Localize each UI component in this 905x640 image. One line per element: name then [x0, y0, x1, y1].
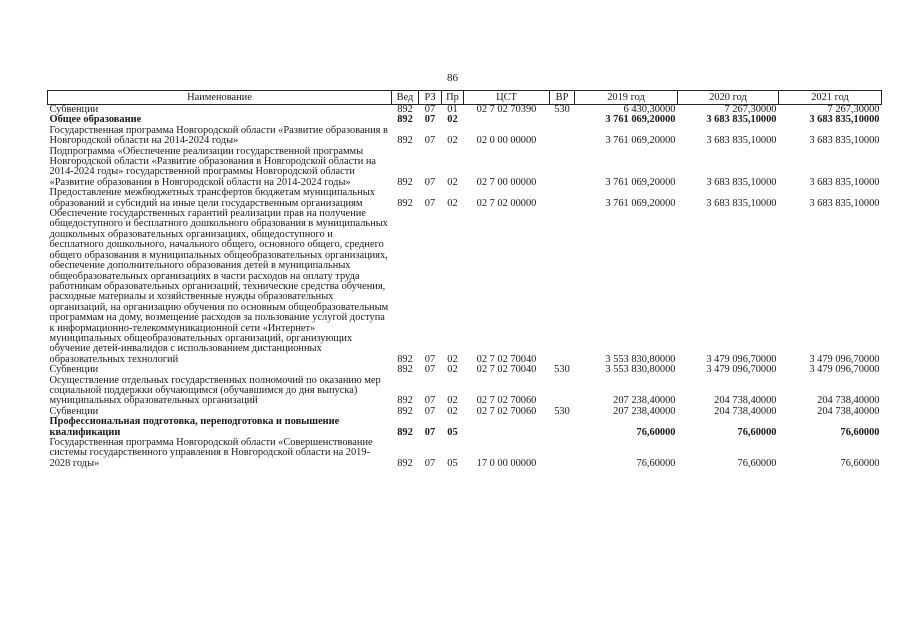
row-name: Осуществление отдельных государственных полномочий по оказанию мер социальной поддержки обучающимся (обучавшимся до дня выпуска) муниципальных образовательных организаций — [49, 374, 381, 407]
column-header-2020: 2020 год — [678, 91, 779, 105]
row-value-2020: 3 683 835,10000 — [706, 176, 777, 188]
budget-table — [47, 90, 882, 469]
row-rz: 07 — [424, 457, 436, 469]
row-pr: 02 — [447, 364, 458, 376]
row-pr: 01 — [447, 104, 458, 115]
row-vr — [550, 188, 575, 209]
table-row — [48, 188, 882, 209]
row-pr: 02 — [447, 176, 458, 188]
column-header-cst: ЦСТ — [464, 91, 550, 105]
row-vr — [550, 126, 575, 147]
row-cst: 02 7 00 00000 — [476, 176, 537, 188]
row-rz: 07 — [424, 364, 436, 376]
row-value-2020: 204 738,40000 — [714, 405, 777, 417]
row-value-2019: 76,60000 — [636, 457, 676, 469]
row-value-2021: 76,60000 — [840, 426, 880, 438]
row-vr — [550, 147, 575, 189]
row-ved: 892 — [397, 364, 413, 376]
row-vr: 530 — [554, 104, 570, 115]
row-vr — [550, 115, 575, 125]
row-value-2019: 3 761 069,20000 — [605, 197, 676, 209]
row-name: Государственная программа Новгородской области «Совершенствование системы государственного управления в Новгородской области на 2019-2028 годы» — [49, 437, 373, 469]
row-pr: 02 — [447, 197, 458, 209]
row-ved: 892 — [397, 457, 413, 469]
row-value-2021: 3 683 835,10000 — [809, 176, 880, 188]
row-value-2019: 3 761 069,20000 — [605, 176, 676, 188]
row-value-2019: 3 553 830,80000 — [605, 364, 676, 376]
row-vr — [550, 209, 575, 365]
row-value-2021: 3 683 835,10000 — [809, 135, 880, 147]
row-rz: 07 — [424, 114, 436, 126]
table-row — [48, 438, 882, 469]
row-value-2021: 7 267,30000 — [827, 104, 880, 115]
row-value-2021: 76,60000 — [840, 457, 880, 469]
row-ved: 892 — [397, 353, 413, 365]
row-pr: 02 — [447, 135, 458, 147]
table-header-row — [48, 91, 882, 105]
row-cst: 02 7 02 70040 — [476, 353, 537, 365]
row-cst: 02 0 00 00000 — [476, 135, 537, 147]
row-value-2020: 3 479 096,70000 — [706, 353, 777, 365]
row-rz: 07 — [424, 405, 436, 417]
row-value-2020: 3 683 835,10000 — [706, 135, 777, 147]
row-value-2020: 3 683 835,10000 — [706, 114, 777, 126]
column-header-ved: Вед — [392, 91, 419, 105]
column-header-vr: ВР — [550, 91, 575, 105]
row-name: Субвенции — [49, 405, 99, 417]
row-name: Предоставление межбюджетных трансфертов бюджетам муниципальных образований и субсидий на иные цели государственным организациям — [49, 187, 375, 209]
row-pr: 02 — [447, 114, 458, 126]
row-value-2020: 76,60000 — [737, 457, 777, 469]
row-value-2019: 207 238,40000 — [613, 395, 676, 407]
row-name: Субвенции — [49, 104, 99, 115]
column-header-rz: РЗ — [419, 91, 442, 105]
row-name: Государственная программа Новгородской области «Развитие образования в Новгородской области на 2014-2024 годы» — [49, 124, 388, 147]
row-cst: 02 7 02 70040 — [476, 364, 537, 376]
row-pr: 02 — [447, 405, 458, 417]
column-header-pr: Пр — [442, 91, 464, 105]
row-value-2020: 76,60000 — [737, 426, 777, 438]
row-ved: 892 — [397, 395, 413, 407]
row-cst: 02 7 02 00000 — [476, 197, 537, 209]
row-value-2019: 3 553 830,80000 — [605, 353, 676, 365]
row-cst — [464, 417, 550, 438]
column-header-2019: 2019 год — [575, 91, 678, 105]
row-vr — [550, 376, 575, 407]
row-pr: 02 — [447, 395, 458, 407]
row-value-2021: 3 479 096,70000 — [809, 364, 880, 376]
row-vr — [550, 417, 575, 438]
row-rz: 07 — [424, 135, 436, 147]
table-row — [48, 417, 882, 438]
row-name: Общее образование — [49, 114, 142, 126]
table-row — [48, 209, 882, 365]
row-cst: 02 7 02 70390 — [476, 104, 537, 115]
row-pr: 02 — [447, 353, 458, 365]
table-row — [48, 376, 882, 407]
column-header-name: Наименование — [48, 91, 392, 105]
row-ved: 892 — [397, 135, 413, 147]
row-value-2019: 3 761 069,20000 — [605, 135, 676, 147]
row-vr: 530 — [554, 405, 570, 417]
row-ved: 892 — [397, 197, 413, 209]
row-vr: 530 — [554, 364, 570, 376]
row-value-2019: 207 238,40000 — [613, 405, 676, 417]
row-pr: 05 — [447, 457, 458, 469]
row-value-2021: 204 738,40000 — [817, 405, 880, 417]
row-rz: 07 — [424, 353, 436, 365]
row-ved: 892 — [397, 405, 413, 417]
row-value-2019: 76,60000 — [636, 426, 676, 438]
table-row — [48, 126, 882, 147]
row-ved: 892 — [397, 176, 413, 188]
row-value-2020: 3 683 835,10000 — [706, 197, 777, 209]
row-value-2021: 3 683 835,10000 — [809, 197, 880, 209]
page-number: 86 — [447, 72, 458, 84]
table-row — [48, 147, 882, 189]
row-pr: 05 — [447, 426, 458, 438]
table-body — [48, 105, 882, 470]
row-value-2021: 3 479 096,70000 — [809, 353, 880, 365]
row-name: Подпрограмма «Обеспечение реализации государственной программы Новгородской области «Развитие образования в Новгородской области на 2014-2024 годы» государственной программы Новгородской области «Развитие образования в Новгородской области на 2014-2024 годы» — [49, 145, 377, 188]
row-cst: 02 7 02 70060 — [476, 405, 537, 417]
row-cst — [464, 115, 550, 125]
row-value-2019: 6 430,30000 — [623, 104, 676, 115]
row-rz: 07 — [424, 176, 436, 188]
row-rz: 07 — [424, 104, 436, 115]
row-value-2020: 3 479 096,70000 — [706, 364, 777, 376]
row-value-2021: 204 738,40000 — [817, 395, 880, 407]
table-row — [48, 365, 882, 375]
row-rz: 07 — [424, 426, 436, 438]
row-vr — [550, 438, 575, 469]
row-value-2020: 204 738,40000 — [714, 395, 777, 407]
row-name: Субвенции — [49, 364, 99, 376]
row-cst: 17 0 00 00000 — [476, 457, 537, 469]
row-value-2021: 3 683 835,10000 — [809, 114, 880, 126]
column-header-2021: 2021 год — [779, 91, 882, 105]
row-rz: 07 — [424, 197, 436, 209]
row-rz: 07 — [424, 395, 436, 407]
row-value-2019: 3 761 069,20000 — [605, 114, 676, 126]
row-name: Обеспечение государственных гарантий реализации прав на получение общедоступного и бесплатного дошкольного образования в муниципальных дошкольных образовательных организациях, общедоступного и бесплатного дошкольного, начального общего, основного общего, среднего общего образования в муниципальных общеобразовательных организациях, обеспечение дополнительного образования детей в муниципальных общеобразовательных организациях в части расходов на оплату труда работникам образовательных организаций, технические средства обучения, расходные материалы и хозяйственные нужды образовательных организаций, на организацию обучения по основным общеобразовательным программам на дому, возмещение расходов за пользование услугой доступа к информационно-телекоммуникационной сети «Интернет» муниципальных общеобразовательных организаций, организующих обучение детей-инвалидов с использованием дистанционных образовательных технологий — [49, 208, 389, 365]
row-value-2020: 7 267,30000 — [724, 104, 777, 115]
row-ved: 892 — [397, 114, 413, 126]
row-cst: 02 7 02 70060 — [476, 395, 537, 407]
row-name: Профессиональная подготовка, переподготовка и повышение квалификации — [49, 416, 340, 438]
row-ved: 892 — [397, 426, 413, 438]
row-ved: 892 — [397, 104, 413, 115]
